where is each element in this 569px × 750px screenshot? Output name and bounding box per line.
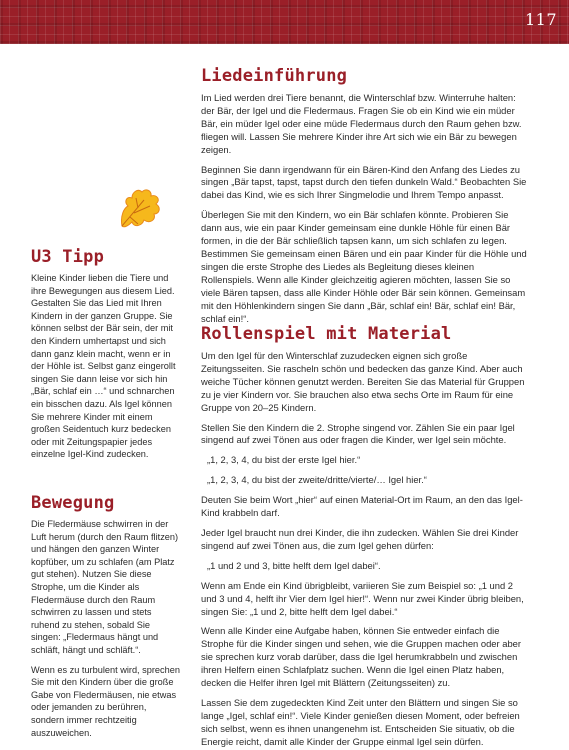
autumn-leaf-icon [114, 186, 164, 232]
tipp-heading: U3 Tipp [31, 247, 105, 267]
counting-rhyme-2: „1, 2, 3, 4, du bist der zweite/dritte/vierte/… Igel hier.“ [207, 474, 427, 486]
counting-rhyme-3: „1 und 2 und 3, bitte helft dem Igel dabei“. [207, 559, 381, 571]
rollenspiel-paragraph-2: Stellen Sie den Kindern die 2. Strophe singend vor. Zählen Sie ein paar Igel singend auf zwei Tönen aus oder fragen die Kinder, wer Igel sein möchte. [201, 421, 515, 446]
bewegung-section [31, 493, 181, 739]
liedeinfuehrung-paragraph-3: Überlegen Sie mit den Kindern, wo ein Bär schlafen könnte. Probieren Sie dann aus, wie ein paar Kinder gemeinsam eine dunkle Höhle für einen Bär formen, in die der Bär schließlich tapsen kann, um sich schlafen zu legen. Bestimmen Sie gemeinsam einen Bären und ein paar Kinder für die Höhle und singen die erste Strophe des Liedes als Begleitung dieses kleinen Rollenspiels. Wenn alle Kinder gleichzeitig agieren möchten, lassen Sie so viele Bären tapsen, dass alle Kinder Höhle oder Bär sein können. Gemeinsam mit den Höhlenkindern singen Sie dann „Bär, schlaf ein! Bär, schlaf ein! Bär, schlaf ein!“. [201, 209, 527, 324]
rollenspiel-heading: Rollenspiel mit Material [201, 324, 452, 344]
rollenspiel-paragraph-7: Lassen Sie dem zugedeckten Kind Zeit unter den Blättern und singen Sie so lange „Igel, schlaf ein!“. Viele Kinder genießen diesen Moment, oder befreien sich selbst, wenn es ihnen unangenehm ist. Entscheiden Sie situativ, ob die Energie reicht, damit alle Kinder der Gruppe einmal Igel sein dürfen. [201, 696, 520, 747]
rollenspiel-paragraph-5: Wenn am Ende ein Kind übrigbleibt, variieren Sie zum Beispiel so: „1 und 2 und 3 und 4, helft ihr Vier dem Igel hier!“. Wenn nur zwei Kinder übrig bleiben, singen Sie: „1 und 2, bitte helft dem Igel dabei.“ [201, 579, 524, 617]
bewegung-paragraph-1: Die Fledermäuse schwirren in der Luft herum (durch den Raum flitzen) und hängen den ganzen Winter kopfüber, um zu schlafen (am Platz gut stehen). Nutzen Sie diese Strophe, um die Kinder als Fledermäuse durch den Raum schwirren zu lassen und stets ruhend zu stehen, sobald Sie singen: „Fledermaus hängt und schläft, hängt und schläft.“. [31, 519, 179, 655]
bewegung-paragraph-2: Wenn es zu turbulent wird, sprechen Sie mit den Kindern über die große Gabe von Fledermäusen, nie etwas oder jemanden zu berühren, sondern immer rechtzeitig auszuweichen. [31, 664, 180, 738]
page-number: 117 [524, 10, 557, 29]
rollenspiel-paragraph-4: Jeder Igel braucht nun drei Kinder, die ihn zudecken. Wählen Sie drei Kinder singend auf zwei Tönen aus, die zum Igel gehen dürfen: [201, 526, 519, 551]
header-band [0, 0, 569, 44]
rollenspiel-paragraph-3: Deuten Sie beim Wort „hier“ auf einen Material-Ort im Raum, an den das Igel-Kind krabbeln darf. [201, 494, 523, 519]
tipp-text: Kleine Kinder lieben die Tiere und ihre Bewegungen aus diesem Lied. Gestalten Sie das Lied mit Ihren Kindern in der ganzen Gruppe. Sie können selbst der Bär sein, der mit den Kindern umhertapst und sich dann ganz klein macht, wenn er in der Höhle ist. Selbst ganz eingerollt singen Sie dann leise vor sich hin „Bär, schlaf ein …“ und schnarchen ein bisschen dazu. Als Igel können Sie mehrere Kinder mit einem großen Seidentuch kurz bedecken oder mit Zeitungspapier jedes einzelne Igel-Kind zudecken. [31, 273, 176, 460]
counting-rhyme-1: „1, 2, 3, 4, du bist der erste Igel hier.“ [207, 454, 361, 466]
bewegung-heading: Bewegung [31, 493, 115, 513]
liedeinfuehrung-heading: Liedeinführung [201, 66, 348, 86]
liedeinfuehrung-paragraph-1: Im Lied werden drei Tiere benannt, die Winterschlaf bzw. Winterruhe halten: der Bär, der Igel und die Fledermaus. Fragen Sie ob ein Kind wie ein müder Bär, ein müder Igel oder eine müde Fledermaus durch den Raum gehen bzw. fliegen will. Lassen Sie mehrere Kinder ihre Art sich wie ein Bär zu bewegen zeigen. [201, 92, 522, 155]
liedeinfuehrung-section [201, 66, 527, 325]
liedeinfuehrung-paragraph-2: Beginnen Sie dann irgendwann für ein Bären-Kind den Anfang des Liedes zu singen „Bär tapst, tapst, tapst durch den tiefen dunkeln Wald.“ Beobachten Sie dabei das Kind, wie es sich Ihrer Singmelodie und Ihrem Tempo anpasst. [201, 163, 527, 201]
rollenspiel-paragraph-6: Wenn alle Kinder eine Aufgabe haben, können Sie entweder einfach die Strophe für die Kinder singen und sehen, wie die Gruppen machen oder aber sie sprechen kurz vorab darüber, dass die Igel herumkrabbeln und zwischen ihren Helfern einen Schlafplatz suchen. Wenn die Igel einen Platz haben, decken die Helfer ihren Igel mit Blättern (Zeitungsseiten) zu. [201, 625, 521, 689]
rollenspiel-section [201, 324, 527, 749]
tipp-section [31, 247, 181, 461]
rollenspiel-paragraph-1: Um den Igel für den Winterschlaf zuzudecken eignen sich große Zeitungsseiten. Sie rascheln schön und bedecken das ganze Kind. Aber auch weiche Tücher können genutzt werden. Bereiten Sie das Material für Gruppen zu je vier Kindern vor. Sie brauchen also etwa sechs Orte im Raum für eine Gruppe von 20–25 Kindern. [201, 350, 525, 413]
